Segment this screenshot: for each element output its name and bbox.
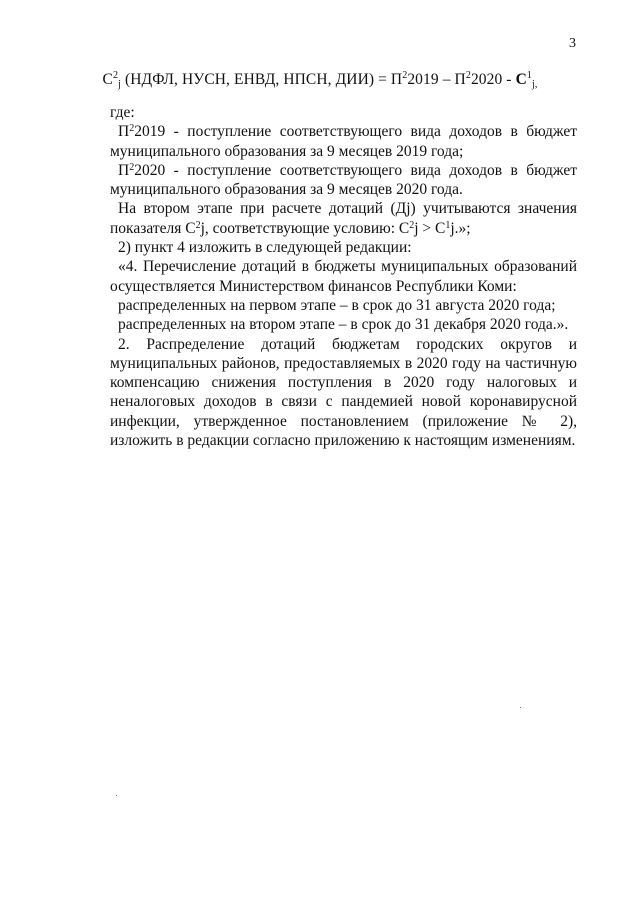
p2019-symbol: П [118, 123, 130, 141]
formula [0, 70, 640, 90]
scan-speck [520, 707, 521, 708]
paragraph-quote4 [110, 257, 577, 296]
paragraph-item2 [110, 335, 577, 451]
formula-lhs-symbol: C [102, 71, 113, 88]
formula-lhs-args: (НДФЛ, НУСН, ЕНВД, НПСН, ДИИ) = П [121, 71, 403, 88]
p2019-sup: 2 [129, 123, 135, 135]
quote4-text: «4. Перечисление дотаций в бюджеты муниципальных образований осуществляется Министерством финансов Республики Коми: [110, 258, 577, 295]
paragraph-second-stage [110, 315, 577, 334]
paragraph-first-stage [110, 296, 577, 315]
p2020-text: 2020 - поступление соответствующего вида доходов в бюджет муниципального образования за 9 месяцев 2020 года. [110, 161, 577, 199]
paragraph-p2019 [110, 122, 577, 161]
formula-rhs-mid2: 2020 - [470, 71, 516, 88]
scan-speck [116, 795, 117, 796]
stage2-text-a: На втором этапе при расчете дотаций (Дj) учитываются значения показателя С [110, 200, 577, 237]
formula-rhs-sup3: 1 [526, 70, 532, 81]
formula-rhs-c: C [515, 71, 527, 88]
stage2-sup2: 2 [409, 219, 415, 231]
p2020-sup: 2 [129, 161, 135, 173]
stage2-text-b: j, соответствующие условию: С [200, 219, 410, 237]
formula-rhs-sup2: 2 [465, 70, 471, 81]
point4-text: 2) пункт 4 изложить в следующей редакции: [118, 239, 412, 257]
where-line [110, 103, 577, 122]
page-number: 3 [569, 36, 576, 51]
paragraph-point4 [110, 238, 577, 257]
paragraph-p2020 [110, 161, 577, 200]
formula-rhs-sub3: j, [531, 79, 538, 90]
formula-rhs-sup1: 2 [402, 70, 408, 81]
second-stage-text: распределенных на втором этапе – в срок до 31 декабря 2020 года.». [118, 316, 569, 334]
stage2-text-c: j > С [414, 219, 446, 237]
where-text: где: [110, 104, 135, 121]
p2019-text: 2019 - поступление соответствующего вида доходов в бюджет муниципального образования за 9 месяцев 2019 года; [110, 123, 577, 160]
stage2-text-d: j.»; [450, 219, 471, 237]
item2-text: 2. Распределение дотаций бюджетам городских округов и муниципальных районов, предоставляемых в 2020 году на частичную компенсацию снижения поступления в 2020 году налоговых и неналоговых доходов в связи с пандемией новой коронавирусной инфекции, утвержденное постановлением (приложение № 2), изложить в редакции согласно приложению к настоящим изменениям. [110, 335, 577, 450]
formula-lhs-sup: 2 [113, 70, 119, 81]
formula-rhs-mid1: 2019 – П [407, 71, 466, 88]
document-body [110, 103, 577, 450]
p2020-symbol: П [118, 161, 130, 179]
first-stage-text: распределенных на первом этапе – в срок до 31 августа 2020 года; [118, 296, 556, 314]
stage2-sup1: 2 [195, 219, 201, 231]
formula-lhs-sub: j [118, 79, 121, 90]
paragraph-stage2 [110, 199, 577, 238]
stage2-sup3: 1 [445, 219, 451, 231]
